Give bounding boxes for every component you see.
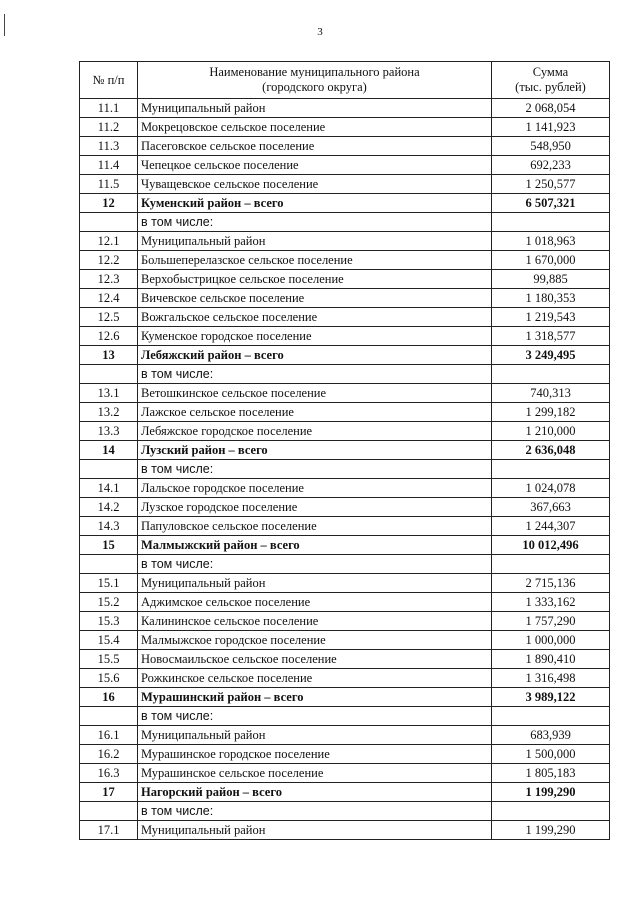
table-row	[80, 574, 610, 593]
row-name: Лузский район – всего	[138, 441, 492, 460]
row-number: 12	[80, 194, 138, 213]
row-sum: 1 805,183	[492, 764, 610, 783]
row-name: Лузское городское поселение	[138, 498, 492, 517]
table-row	[80, 479, 610, 498]
row-sum: 1 299,182	[492, 403, 610, 422]
row-sum: 1 024,078	[492, 479, 610, 498]
row-name: в том числе:	[138, 555, 492, 574]
row-sum	[492, 365, 610, 384]
header-num: № п/п	[80, 62, 138, 99]
row-sum: 2 715,136	[492, 574, 610, 593]
row-sum	[492, 213, 610, 232]
row-number: 12.5	[80, 308, 138, 327]
table-row-total	[80, 783, 610, 802]
row-name: Куменский район – всего	[138, 194, 492, 213]
row-name: Большеперелазское сельское поселение	[138, 251, 492, 270]
row-name: в том числе:	[138, 707, 492, 726]
row-sum: 367,663	[492, 498, 610, 517]
budget-table	[79, 61, 610, 840]
row-name: Вичевское сельское поселение	[138, 289, 492, 308]
table-header-row	[80, 62, 610, 99]
header-name	[138, 62, 492, 99]
table-row	[80, 137, 610, 156]
row-number: 11.4	[80, 156, 138, 175]
table-row	[80, 99, 610, 118]
row-sum: 1 199,290	[492, 783, 610, 802]
header-sum	[492, 62, 610, 99]
table-row	[80, 821, 610, 840]
row-sum: 1 180,353	[492, 289, 610, 308]
row-number: 12.2	[80, 251, 138, 270]
page-number: 3	[317, 26, 323, 38]
table-row-total	[80, 441, 610, 460]
row-number: 16.1	[80, 726, 138, 745]
row-sum: 683,939	[492, 726, 610, 745]
row-number: 14	[80, 441, 138, 460]
table-row	[80, 593, 610, 612]
row-number: 14.3	[80, 517, 138, 536]
row-name: Муниципальный район	[138, 821, 492, 840]
row-name: Муниципальный район	[138, 99, 492, 118]
table-row-subheading	[80, 555, 610, 574]
row-sum: 1 333,162	[492, 593, 610, 612]
row-number: 15.3	[80, 612, 138, 631]
row-sum: 1 890,410	[492, 650, 610, 669]
row-number	[80, 213, 138, 232]
row-number	[80, 802, 138, 821]
row-name: Малмыжский район – всего	[138, 536, 492, 555]
table-row	[80, 669, 610, 688]
table-body	[80, 99, 610, 840]
row-number: 12.3	[80, 270, 138, 289]
table-row-total	[80, 194, 610, 213]
table-row-total	[80, 346, 610, 365]
row-name: Лажское сельское поселение	[138, 403, 492, 422]
table-row-subheading	[80, 365, 610, 384]
row-name: Калининское сельское поселение	[138, 612, 492, 631]
row-number: 11.1	[80, 99, 138, 118]
row-name: в том числе:	[138, 460, 492, 479]
row-name: Малмыжское городское поселение	[138, 631, 492, 650]
row-number: 15.5	[80, 650, 138, 669]
row-name: Нагорский район – всего	[138, 783, 492, 802]
row-number: 16	[80, 688, 138, 707]
row-sum: 2 068,054	[492, 99, 610, 118]
row-sum: 1 250,577	[492, 175, 610, 194]
row-number: 11.5	[80, 175, 138, 194]
row-number: 13.1	[80, 384, 138, 403]
row-sum: 3 989,122	[492, 688, 610, 707]
row-sum	[492, 555, 610, 574]
row-sum: 3 249,495	[492, 346, 610, 365]
table-row	[80, 175, 610, 194]
table-row	[80, 650, 610, 669]
row-sum: 1 199,290	[492, 821, 610, 840]
row-number: 12.1	[80, 232, 138, 251]
row-number: 11.3	[80, 137, 138, 156]
row-number: 17	[80, 783, 138, 802]
table-row	[80, 384, 610, 403]
row-sum: 6 507,321	[492, 194, 610, 213]
row-name: в том числе:	[138, 802, 492, 821]
row-sum: 692,233	[492, 156, 610, 175]
table-row	[80, 270, 610, 289]
row-number	[80, 707, 138, 726]
row-sum: 1 018,963	[492, 232, 610, 251]
row-sum	[492, 707, 610, 726]
row-sum: 1 318,577	[492, 327, 610, 346]
row-name: Чуващевское сельское поселение	[138, 175, 492, 194]
table-row-subheading	[80, 707, 610, 726]
row-sum: 1 757,290	[492, 612, 610, 631]
row-name: Аджимское сельское поселение	[138, 593, 492, 612]
table-row-subheading	[80, 213, 610, 232]
row-number: 14.2	[80, 498, 138, 517]
row-sum: 740,313	[492, 384, 610, 403]
row-sum: 1 244,307	[492, 517, 610, 536]
row-number: 16.2	[80, 745, 138, 764]
table-row	[80, 251, 610, 270]
header-sum-line1: Сумма	[532, 65, 569, 79]
row-number: 14.1	[80, 479, 138, 498]
row-number	[80, 365, 138, 384]
row-name: Рожкинское сельское поселение	[138, 669, 492, 688]
row-name: в том числе:	[138, 213, 492, 232]
header-sum-line2: (тыс. рублей)	[515, 80, 586, 94]
row-number: 12.4	[80, 289, 138, 308]
row-sum	[492, 802, 610, 821]
table-row-subheading	[80, 802, 610, 821]
row-sum: 1 500,000	[492, 745, 610, 764]
row-name: Лебяжское городское поселение	[138, 422, 492, 441]
row-name: Вожгальское сельское поселение	[138, 308, 492, 327]
row-name: Муниципальный район	[138, 726, 492, 745]
row-sum: 1 210,000	[492, 422, 610, 441]
header-name-line1: Наименование муниципального района	[209, 65, 420, 79]
row-name: Мокрецовское сельское поселение	[138, 118, 492, 137]
row-name: в том числе:	[138, 365, 492, 384]
row-sum	[492, 460, 610, 479]
table-row	[80, 289, 610, 308]
row-name: Пасеговское сельское поселение	[138, 137, 492, 156]
row-name: Лебяжский район – всего	[138, 346, 492, 365]
table-row-subheading	[80, 460, 610, 479]
table-row	[80, 745, 610, 764]
table-row	[80, 118, 610, 137]
row-number: 15.6	[80, 669, 138, 688]
row-number: 16.3	[80, 764, 138, 783]
table-row	[80, 517, 610, 536]
row-number: 12.6	[80, 327, 138, 346]
row-name: Мурашинское сельское поселение	[138, 764, 492, 783]
row-sum: 99,885	[492, 270, 610, 289]
row-number: 15	[80, 536, 138, 555]
row-name: Ветошкинское сельское поселение	[138, 384, 492, 403]
row-sum: 1 670,000	[492, 251, 610, 270]
row-number: 11.2	[80, 118, 138, 137]
row-number	[80, 555, 138, 574]
row-name: Верхобыстрицкое сельское поселение	[138, 270, 492, 289]
table-row	[80, 631, 610, 650]
row-sum: 548,950	[492, 137, 610, 156]
row-number: 13.2	[80, 403, 138, 422]
row-number	[80, 460, 138, 479]
table-row	[80, 726, 610, 745]
row-sum: 1 219,543	[492, 308, 610, 327]
table-row	[80, 156, 610, 175]
table-row	[80, 498, 610, 517]
row-number: 15.2	[80, 593, 138, 612]
table-row-total	[80, 536, 610, 555]
row-number: 13	[80, 346, 138, 365]
row-name: Папуловское сельское поселение	[138, 517, 492, 536]
table-row	[80, 308, 610, 327]
row-name: Мурашинский район – всего	[138, 688, 492, 707]
row-sum: 2 636,048	[492, 441, 610, 460]
row-sum: 1 141,923	[492, 118, 610, 137]
row-name: Муниципальный район	[138, 232, 492, 251]
row-name: Куменское городское поселение	[138, 327, 492, 346]
row-name: Лальское городское поселение	[138, 479, 492, 498]
row-number: 17.1	[80, 821, 138, 840]
row-sum: 1 000,000	[492, 631, 610, 650]
table-row	[80, 764, 610, 783]
table-row	[80, 403, 610, 422]
row-number: 13.3	[80, 422, 138, 441]
row-name: Новосмаильское сельское поселение	[138, 650, 492, 669]
table-row	[80, 232, 610, 251]
table-row	[80, 327, 610, 346]
row-number: 15.1	[80, 574, 138, 593]
row-name: Чепецкое сельское поселение	[138, 156, 492, 175]
table-row	[80, 422, 610, 441]
table-row-total	[80, 688, 610, 707]
row-name: Муниципальный район	[138, 574, 492, 593]
header-name-line2: (городского округа)	[262, 80, 367, 94]
row-number: 15.4	[80, 631, 138, 650]
row-name: Мурашинское городское поселение	[138, 745, 492, 764]
table-row	[80, 612, 610, 631]
row-sum: 10 012,496	[492, 536, 610, 555]
row-sum: 1 316,498	[492, 669, 610, 688]
